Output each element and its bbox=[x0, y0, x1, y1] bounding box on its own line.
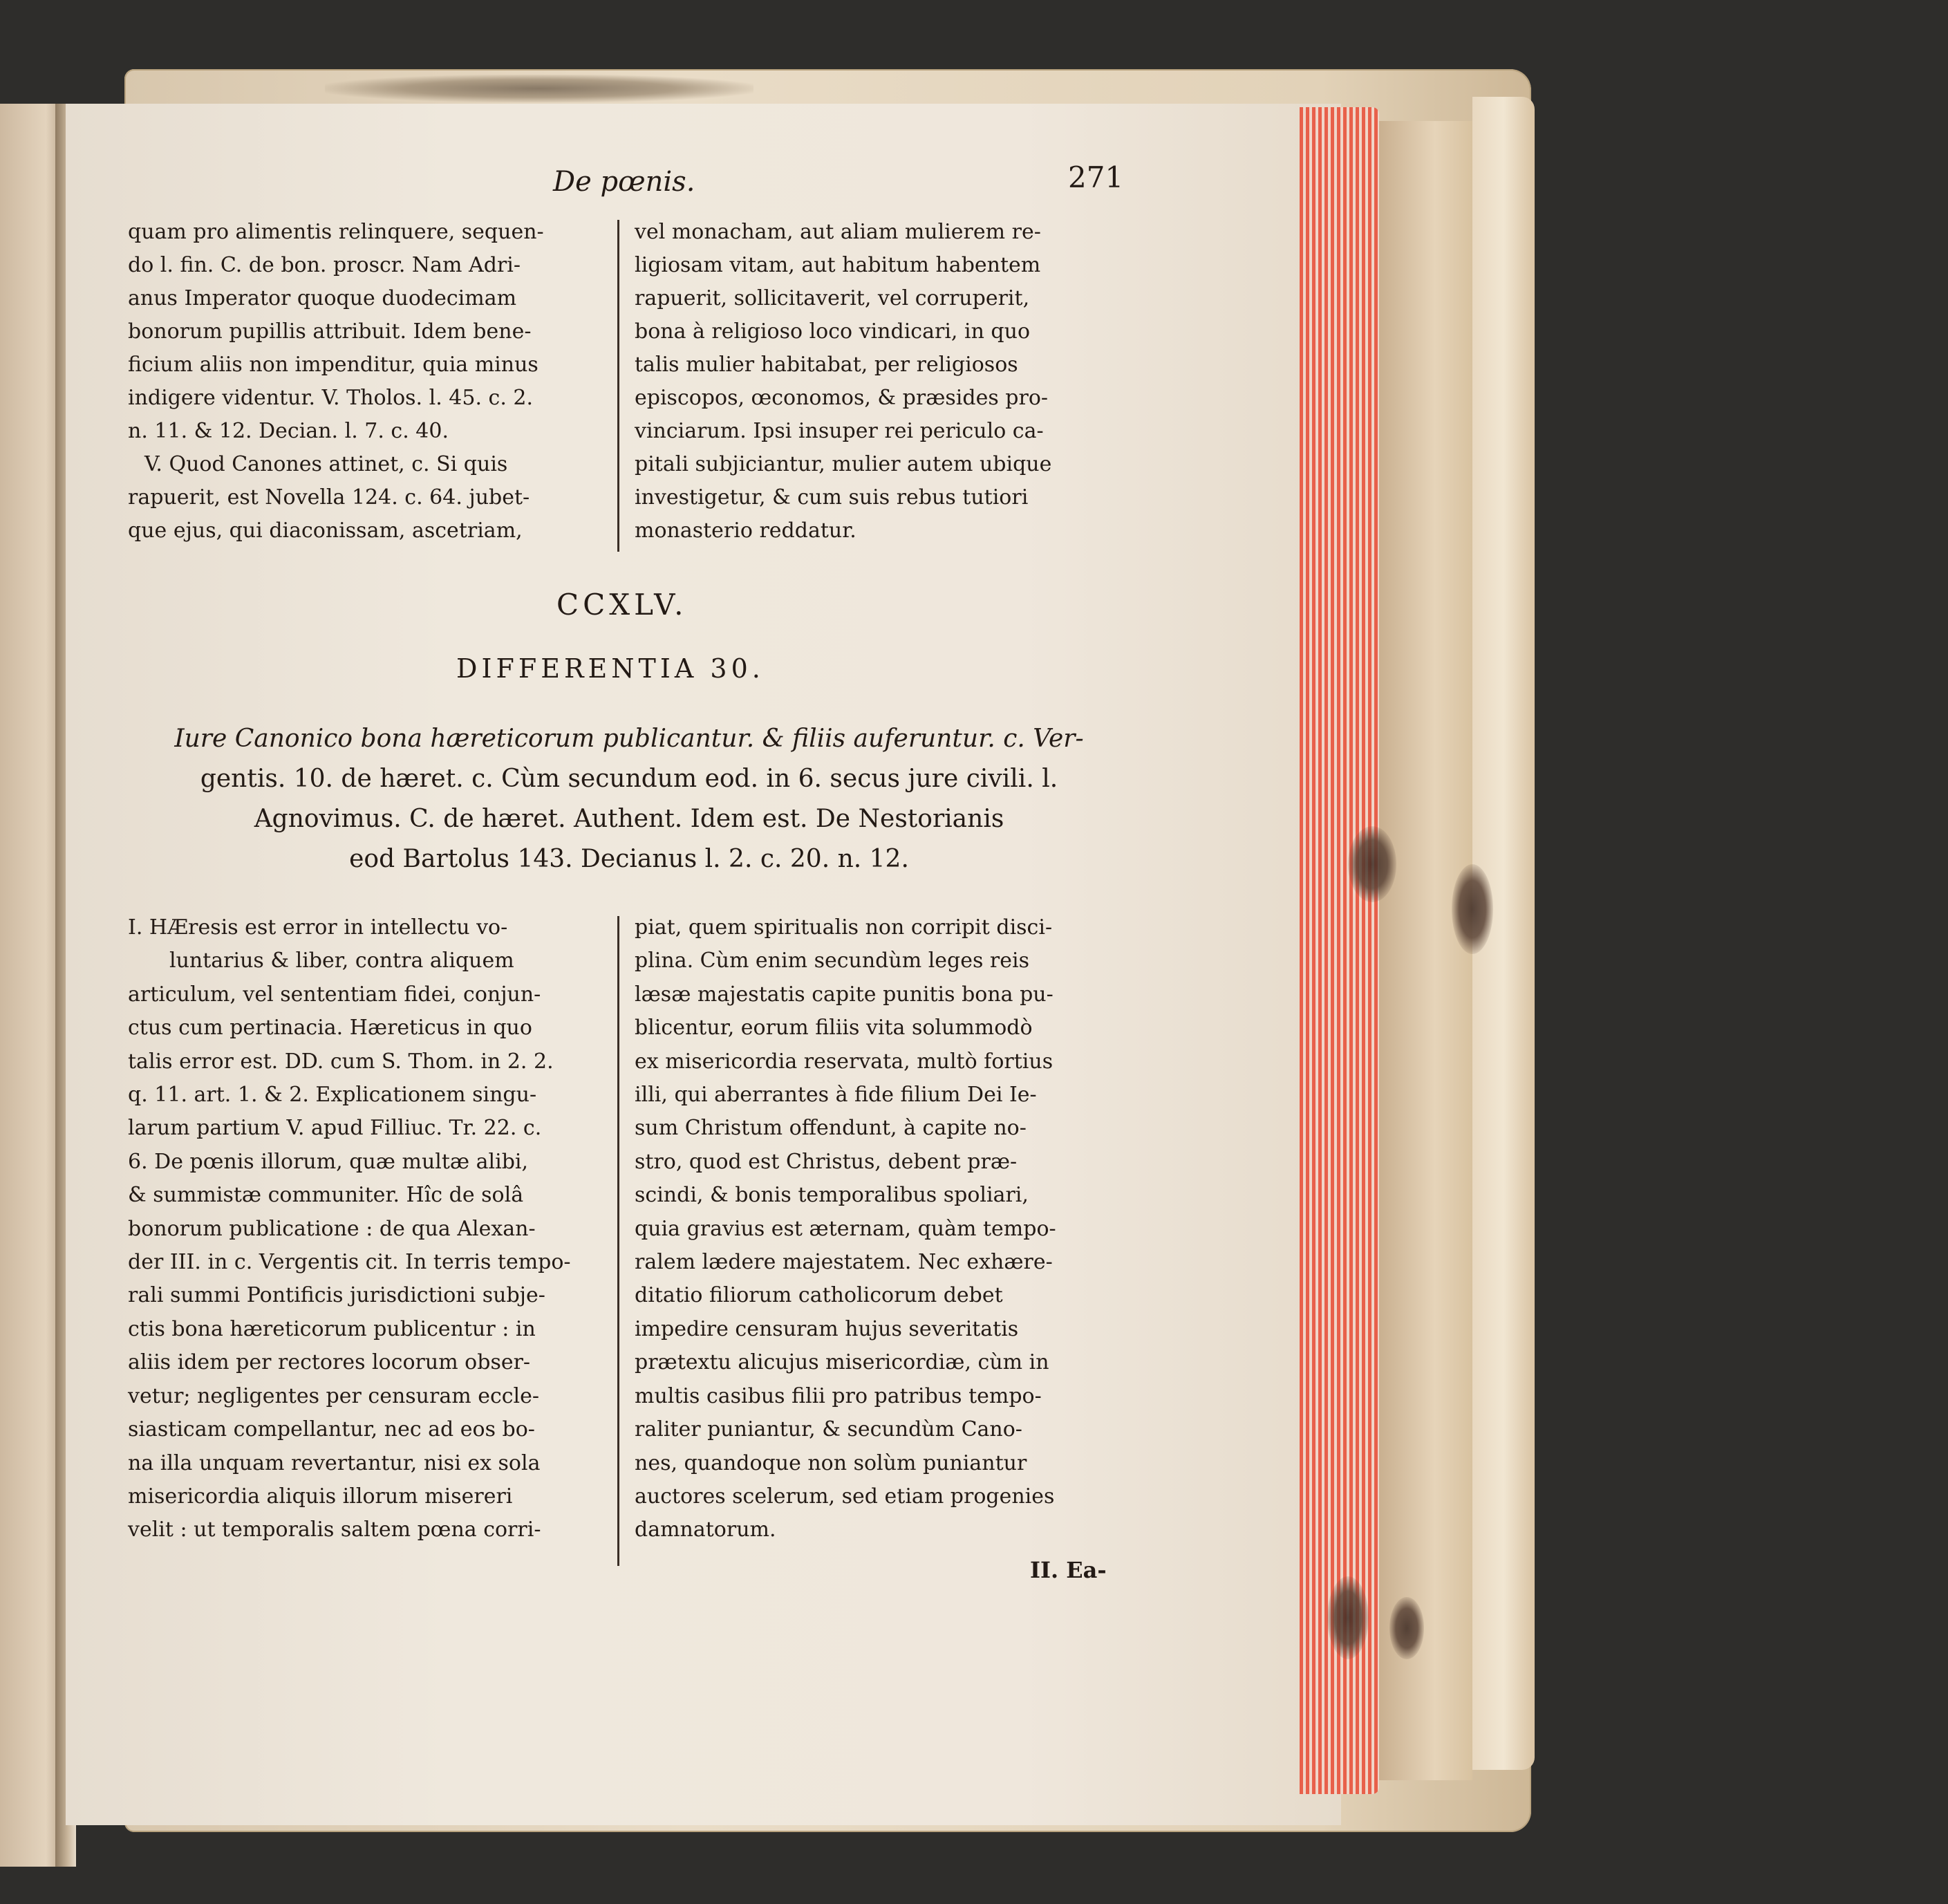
text-line: raliter puniantur, & secundùm Cano- bbox=[635, 1417, 1022, 1442]
page-number: 271 bbox=[1068, 160, 1124, 194]
text-line: ex misericordia reservata, multò fortius bbox=[635, 1049, 1053, 1074]
summary-line: gentis. 10. de hæret. c. Cùm secundum eod. in 6. secus jure civili. l. bbox=[200, 765, 1058, 793]
body-left-column bbox=[128, 911, 571, 1547]
text-line: ditatio filiorum catholicorum debet bbox=[635, 1283, 1003, 1308]
text-line: do l. fin. C. de bon. proscr. Nam Adri- bbox=[128, 253, 521, 277]
text-line: piat, quem spiritualis non corripit disci- bbox=[635, 915, 1053, 940]
text-line: ficium aliis non impenditur, quia minus bbox=[128, 353, 538, 377]
running-head: De pœnis. bbox=[553, 166, 695, 198]
text-line: blicentur, eorum filiis vita solummodò bbox=[635, 1016, 1033, 1040]
text-line: vinciarum. Ipsi insuper rei periculo ca- bbox=[635, 419, 1044, 443]
text-line: rapuerit, sollicitaverit, vel corruperit, bbox=[635, 286, 1030, 310]
text-line: ctus cum pertinacia. Hæreticus in quo bbox=[128, 1016, 532, 1040]
text-line: talis mulier habitabat, per religiosos bbox=[635, 353, 1018, 377]
red-fore-edge bbox=[1300, 107, 1379, 1794]
text-line: multis casibus filii pro patribus tempo- bbox=[635, 1383, 1042, 1408]
text-line: investigetur, & cum suis rebus tutiori bbox=[635, 485, 1029, 510]
top-right-column bbox=[635, 216, 1051, 548]
text-line: na illa unquam revertantur, nisi ex sola bbox=[128, 1450, 541, 1475]
cover-stain bbox=[325, 75, 753, 102]
text-line: læsæ majestatis capite punitis bona pu- bbox=[635, 982, 1053, 1007]
text-line: siasticam compellantur, nec ad eos bo- bbox=[128, 1417, 535, 1442]
text-line: luntarius & liber, contra aliquem bbox=[169, 949, 514, 973]
ink-stain bbox=[1348, 826, 1396, 902]
text-line: n. 11. & 12. Decian. l. 7. c. 40. bbox=[128, 419, 449, 443]
text-line: ligiosam vitam, aut habitum habentem bbox=[635, 253, 1041, 277]
text-line: misericordia aliquis illorum misereri bbox=[128, 1484, 513, 1509]
text-line: aliis idem per rectores locorum obser- bbox=[128, 1350, 531, 1375]
text-line: impedire censuram hujus severitatis bbox=[635, 1316, 1019, 1341]
column-rule bbox=[617, 916, 619, 1566]
text-line: nes, quandoque non solùm puniantur bbox=[635, 1450, 1027, 1475]
text-line: que ejus, qui diaconissam, ascetriam, bbox=[128, 519, 523, 543]
text-line: bonorum publicatione : de qua Alexan- bbox=[128, 1216, 536, 1241]
text-line: & summistæ communiter. Hîc de solâ bbox=[128, 1183, 524, 1208]
text-line: indigere videntur. V. Tholos. l. 45. c. 2. bbox=[128, 386, 534, 410]
text-line: monasterio reddatur. bbox=[635, 519, 856, 543]
text-line: stro, quod est Christus, debent præ- bbox=[635, 1149, 1018, 1174]
text-line: larum partium V. apud Filliuc. Tr. 22. c. bbox=[128, 1116, 542, 1141]
text-line: vel monacham, aut aliam mulierem re- bbox=[635, 220, 1041, 244]
text-line: q. 11. art. 1. & 2. Explicationem singu- bbox=[128, 1083, 537, 1108]
text-line: bonorum pupillis attribuit. Idem bene- bbox=[128, 319, 532, 344]
text-line: auctores scelerum, sed etiam progenies bbox=[635, 1484, 1055, 1509]
summary-line: Agnovimus. C. de hæret. Authent. Idem est. De Nestorianis bbox=[254, 805, 1004, 833]
text-line: velit : ut temporalis saltem pœna corri- bbox=[128, 1518, 541, 1542]
text-line: episcopos, œconomos, & præsides pro- bbox=[635, 386, 1049, 410]
page-block-side bbox=[1379, 121, 1472, 1780]
text-line: articulum, vel sententiam fidei, conjun- bbox=[128, 982, 541, 1007]
text-line: quia gravius est æternam, quàm tempo- bbox=[635, 1216, 1056, 1241]
text-line: damnatorum. bbox=[635, 1518, 776, 1542]
column-rule bbox=[617, 220, 619, 552]
text-line: quam pro alimentis relinquere, sequen- bbox=[128, 220, 544, 244]
text-line: prætextu alicujus misericordiæ, cùm in bbox=[635, 1350, 1049, 1375]
text-line: plina. Cùm enim secundùm leges reis bbox=[635, 949, 1030, 973]
differentia-heading: DIFFERENTIA 30. bbox=[456, 653, 765, 684]
text-line: der III. in c. Vergentis cit. In terris tempo- bbox=[128, 1250, 571, 1275]
summary-block bbox=[124, 719, 1134, 879]
section-number: CCXLV. bbox=[556, 588, 688, 622]
text-line: pitali subjiciantur, mulier autem ubique bbox=[635, 452, 1052, 476]
ink-stain bbox=[1389, 1597, 1424, 1659]
text-line: illi, qui aberrantes à fide filium Dei Ie- bbox=[635, 1083, 1037, 1108]
summary-line: Iure Canonico bona hæreticorum publicantur. & filiis auferuntur. c. Ver- bbox=[174, 725, 1084, 753]
text-line: scindi, & bonis temporalibus spoliari, bbox=[635, 1183, 1029, 1208]
text-line: ralem lædere majestatem. Nec exhære- bbox=[635, 1250, 1053, 1275]
text-line: V. Quod Canones attinet, c. Si quis bbox=[144, 452, 508, 476]
text-line: anus Imperator quoque duodecimam bbox=[128, 286, 517, 310]
text-line: rapuerit, est Novella 124. c. 64. jubet- bbox=[128, 485, 530, 510]
text-line: talis error est. DD. cum S. Thom. in 2. 2. bbox=[128, 1049, 554, 1074]
text-line: rali summi Pontificis jurisdictioni subje- bbox=[128, 1283, 545, 1308]
text-line: sum Christum offendunt, à capite no- bbox=[635, 1116, 1027, 1141]
ink-stain bbox=[1327, 1576, 1369, 1659]
text-line: I. HÆresis est error in intellectu vo- bbox=[128, 915, 508, 940]
text-line: vetur; negligentes per censuram eccle- bbox=[128, 1383, 540, 1408]
text-line: ctis bona hæreticorum publicentur : in bbox=[128, 1316, 536, 1341]
ink-stain bbox=[1452, 864, 1493, 954]
top-left-column bbox=[128, 216, 544, 548]
body-right-column bbox=[635, 911, 1056, 1547]
text-line: bona à religioso loco vindicari, in quo bbox=[635, 319, 1031, 344]
summary-line: eod Bartolus 143. Decianus l. 2. c. 20. n. 12. bbox=[349, 845, 909, 873]
text-line: 6. De pœnis illorum, quæ multæ alibi, bbox=[128, 1149, 529, 1174]
catchword: II. Ea- bbox=[1030, 1557, 1107, 1583]
